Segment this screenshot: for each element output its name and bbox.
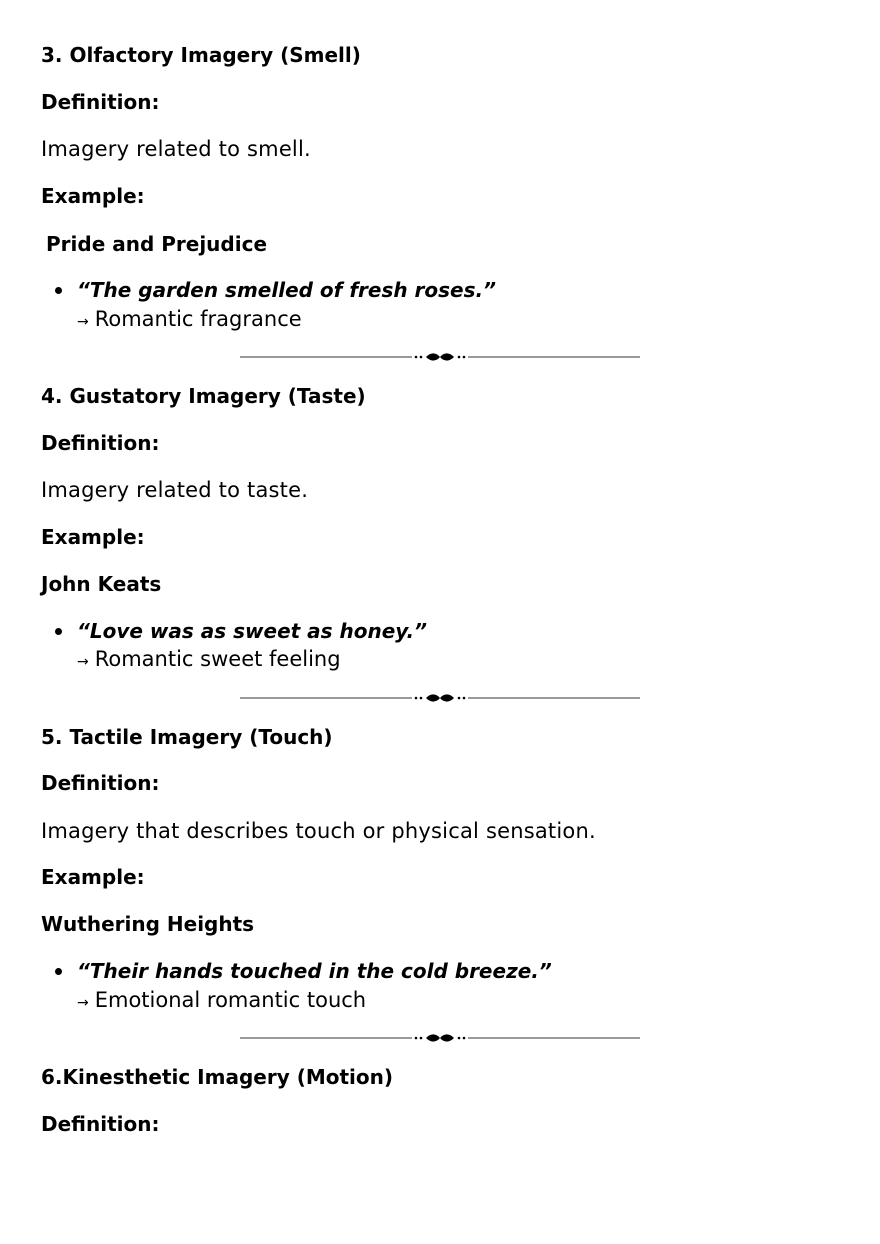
definition-text: Imagery related to taste. (41, 478, 309, 502)
quote-note-text: Emotional romantic touch (94, 988, 367, 1012)
arrow-right-icon: → (77, 314, 89, 330)
bullet-icon (55, 968, 62, 975)
example-label: Example: (41, 865, 145, 889)
section-heading: 6.Kinesthetic Imagery (Motion) (41, 1065, 394, 1089)
arrow-right-icon: → (77, 654, 89, 670)
quote-list-item (41, 618, 427, 675)
section-tactile (41, 724, 333, 750)
example-block (41, 864, 145, 890)
section-gustatory (41, 383, 366, 409)
quote-list-item (41, 958, 552, 1016)
source-block (46, 231, 267, 257)
definition-block (41, 770, 159, 796)
example-block (41, 183, 145, 209)
section-kinesthetic (41, 1064, 393, 1090)
example-quote: “Their hands touched in the cold breeze.” (77, 959, 552, 983)
quote-note-text: Romantic sweet feeling (94, 647, 341, 671)
bullet-icon (55, 628, 62, 635)
example-source: John Keats (41, 572, 162, 596)
arrow-right-icon: → (77, 995, 89, 1011)
example-label: Example: (41, 184, 145, 208)
section-heading: 4. Gustatory Imagery (Taste) (41, 384, 366, 408)
definition-label: Definition: (41, 1112, 160, 1136)
quote-note (77, 306, 496, 335)
definition-text-block (41, 818, 596, 844)
definition-text: Imagery that describes touch or physical sensation. (41, 819, 596, 843)
example-block (41, 524, 145, 550)
example-quote: “The garden smelled of fresh roses.” (77, 278, 497, 302)
example-label: Example: (41, 525, 145, 549)
definition-label: Definition: (41, 771, 160, 795)
definition-text-block (41, 136, 311, 162)
definition-label: Definition: (41, 90, 160, 114)
source-block (41, 571, 161, 597)
example-source: Pride and Prejudice (46, 232, 268, 256)
definition-label: Definition: (41, 431, 160, 455)
quote-list-item (41, 277, 496, 335)
section-heading: 3. Olfactory Imagery (Smell) (41, 43, 361, 67)
example-source: Wuthering Heights (41, 912, 255, 936)
bullet-icon (55, 287, 62, 294)
definition-text-block (41, 477, 308, 503)
definition-block (41, 89, 159, 115)
section-olfactory (41, 42, 361, 68)
quote-note (77, 646, 427, 675)
ornamental-divider-icon (240, 350, 640, 364)
definition-text: Imagery related to smell. (41, 137, 311, 161)
definition-block (41, 1111, 159, 1137)
definition-block (41, 430, 159, 456)
source-block (41, 911, 254, 937)
section-heading: 5. Tactile Imagery (Touch) (41, 725, 333, 749)
ornamental-divider-icon (240, 691, 640, 705)
quote-note-text: Romantic fragrance (94, 307, 302, 331)
quote-note (77, 987, 552, 1016)
ornamental-divider-icon (240, 1031, 640, 1045)
example-quote: “Love was as sweet as honey.” (77, 619, 427, 643)
